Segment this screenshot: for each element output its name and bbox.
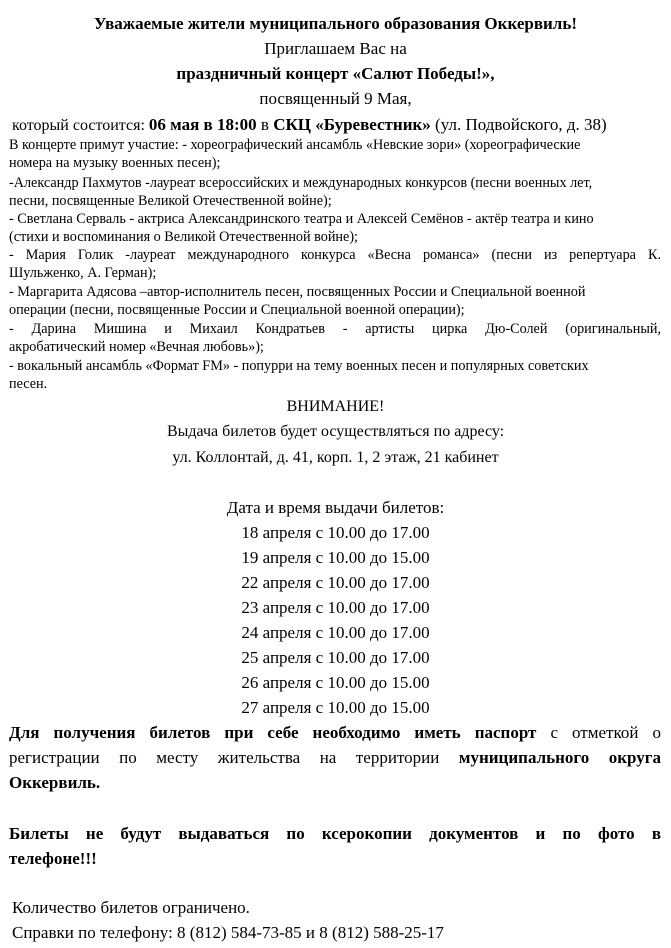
schedule-date: 19 апреля с 10.00 до 15.00: [241, 548, 430, 567]
event-venue: СКЦ «Буревестник»: [273, 115, 431, 134]
passport-requirement: [9, 724, 661, 741]
schedule-date: 23 апреля с 10.00 до 17.00: [241, 598, 430, 617]
schedule-date: 22 апреля с 10.00 до 17.00: [241, 573, 430, 592]
event-datetime-line: [12, 116, 607, 134]
event-date-time: 06 мая в 18:00: [148, 115, 257, 134]
issue-text: Выдача билетов будет осуществляться по адресу:: [166, 423, 505, 440]
participants-line: акробатический номер «Вечная любовь»);: [9, 339, 264, 355]
participants-line: - Светлана Серваль - актриса Александринского театра и Алексей Семёнов - актёр театра и кино: [9, 211, 594, 227]
participants-line: В концерте примут участие: - хореографический ансамбль «Невские зори» (хореографические: [9, 137, 581, 153]
dedication-line: посвященный 9 Мая,: [259, 89, 412, 108]
phone-info: Справки по телефону: 8 (812) 584-73-85 и 8 (812) 588-25-17: [12, 923, 444, 942]
attention-heading: ВНИМАНИЕ!: [286, 398, 385, 415]
invite-line: Приглашаем Вас на: [264, 39, 407, 58]
tickets-limited: Количество билетов ограничено.: [12, 898, 250, 917]
participants-line: -Александр Пахмутов -лауреат всероссийских и международных конкурсов (песни военных лет,: [9, 175, 593, 191]
greeting-heading: Уважаемые жители муниципального образования Оккервиль!: [94, 14, 577, 33]
date-prefix: который состоится:: [12, 117, 149, 134]
schedule-date: 26 апреля с 10.00 до 15.00: [241, 673, 430, 692]
participants-line: песен.: [9, 376, 48, 392]
participants-line: - Дарина Мишина и Михаил Кондратьев - артисты цирка Дю-Солей (оригинальный,: [9, 321, 661, 337]
schedule-date: 24 апреля с 10.00 до 17.00: [241, 623, 430, 642]
schedule-date: 18 апреля с 10.00 до 17.00: [241, 523, 430, 542]
schedule-date: 27 апреля с 10.00 до 15.00: [241, 698, 430, 717]
participants-line: (стихи и воспоминания о Великой Отечественной войне);: [9, 229, 358, 245]
participants-line: - Маргарита Адясова –автор-исполнитель песен, посвященных России и Специальной военной: [9, 284, 586, 300]
copies-warning-end: телефоне!!!: [9, 849, 97, 868]
district-name: Оккервиль.: [9, 773, 101, 792]
in-word: в: [256, 115, 274, 134]
schedule-title: Дата и время выдачи билетов:: [226, 498, 445, 517]
registration-normal: регистрации по месту жительства на территории: [9, 748, 459, 767]
passport-requirement-normal: с отметкой о: [536, 723, 662, 742]
participants-line: Шульженко, А. Герман);: [9, 265, 157, 281]
passport-requirement-bold: Для получения билетов при себе необходимо иметь паспорт: [9, 723, 537, 742]
schedule-date: 25 апреля с 10.00 до 17.00: [241, 648, 430, 667]
copies-warning: Билеты не будут выдаваться по ксерокопии документов и по фото в: [9, 824, 661, 843]
registration-district: муниципального округа: [458, 748, 661, 767]
participants-line: - Мария Голик -лауреат международного конкурса «Весна романса» (песни из репертуара К.: [9, 247, 661, 263]
participants-line: песни, посвященные Великой Отечественной войне);: [9, 193, 332, 209]
event-title: праздничный концерт «Салют Победы!»,: [176, 64, 495, 83]
participants-line: операции (песни, посвященные России и Специальной военной операции);: [9, 302, 465, 318]
issue-address: ул. Коллонтай, д. 41, корп. 1, 2 этаж, 21 кабинет: [172, 449, 499, 466]
participants-line: - вокальный ансамбль «Формат FM» - попурри на тему военных песен и популярных советских: [9, 358, 589, 374]
registration-requirement: [9, 749, 661, 766]
venue-address: (ул. Подвойского, д. 38): [430, 115, 607, 134]
participants-line: номера на музыку военных песен);: [9, 155, 221, 171]
